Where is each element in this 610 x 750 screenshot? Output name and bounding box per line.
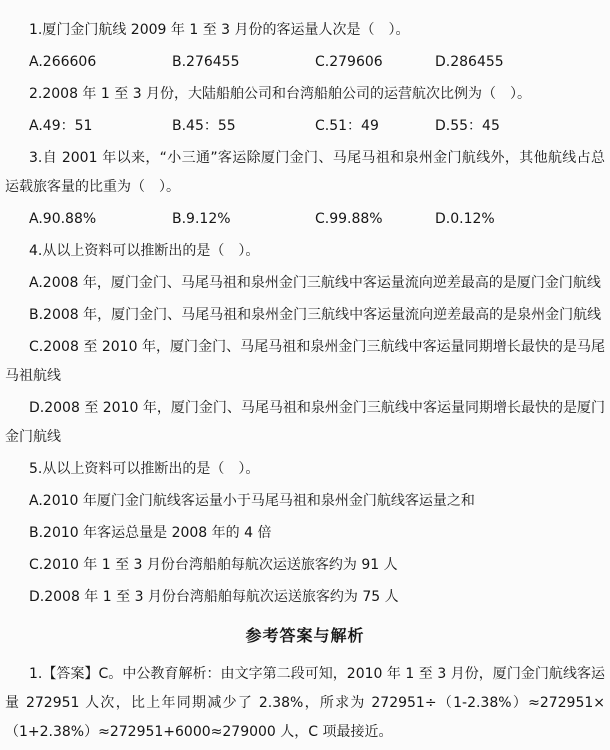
question-1-option-c: C.279606 xyxy=(315,54,383,70)
question-1-options xyxy=(5,48,605,77)
question-2-options xyxy=(5,112,605,141)
question-4-option-c: C.2008 至 2010 年，厦门金门、马尾马祖和泉州金门三航线中客运量同期增长最快的是马尾马祖航线 xyxy=(5,339,605,384)
question-1-option-a: A.266606 xyxy=(29,54,97,70)
question-2 xyxy=(5,80,605,141)
question-5-stem: 5.从以上资料可以推断出的是（ ）。 xyxy=(29,461,260,477)
question-5-option-c: C.2010 年 1 至 3 月份台湾船舶每航次运送旅客约为 91 人 xyxy=(29,557,398,573)
question-4 xyxy=(5,237,605,452)
question-3 xyxy=(5,144,605,234)
question-3-stem: 3.自 2001 年以来，“小三通”客运除厦门金门、马尾马祖和泉州金门航线外，其他航线占总运载旅客量的比重为（ ）。 xyxy=(5,150,605,195)
question-5 xyxy=(5,455,605,612)
question-4-option-d: D.2008 至 2010 年，厦门金门、马尾马祖和泉州金门三航线中客运量同期增长最快的是厦门金门航线 xyxy=(5,400,605,445)
question-5-option-a: A.2010 年厦门金门航线客运量小于马尾马祖和泉州金门航线客运量之和 xyxy=(29,493,475,509)
question-3-option-c: C.99.88% xyxy=(315,211,383,227)
question-3-option-d: D.0.12% xyxy=(435,211,495,227)
question-4-option-b: B.2008 年，厦门金门、马尾马祖和泉州金门三航线中客运量流向逆差最高的是泉州金门航线 xyxy=(29,307,602,323)
question-1 xyxy=(5,16,605,77)
question-2-option-a: A.49：51 xyxy=(29,118,93,134)
question-2-option-d: D.55：45 xyxy=(435,118,500,134)
question-3-options xyxy=(5,205,605,234)
question-1-stem: 1.厦门金门航线 2009 年 1 至 3 月份的客运量人次是（ ）。 xyxy=(29,22,410,38)
question-1-option-b: B.276455 xyxy=(172,54,240,70)
question-2-option-b: B.45：55 xyxy=(172,118,236,134)
question-2-option-c: C.51：49 xyxy=(315,118,379,134)
answers-heading: 参考答案与解析 xyxy=(245,626,365,645)
question-3-option-b: B.9.12% xyxy=(172,211,231,227)
question-3-option-a: A.90.88% xyxy=(29,211,97,227)
question-2-stem: 2.2008 年 1 至 3 月份，大陆船舶公司和台湾船舶公司的运营航次比例为（ ）。 xyxy=(29,86,532,102)
explanation-paragraph-1: 1.【答案】C。中公教育解析：由文字第二段可知，2010 年 1 至 3 月份，厦门金门航线客运量 272951 人次，比上年同期减少了 2.38%，所求为 272951÷（1-2.38%）≈272951×（1+2.38%）≈272951+6000≈279000 人，C 项最接近。 xyxy=(5,666,605,740)
question-4-option-a: A.2008 年，厦门金门、马尾马祖和泉州金门三航线中客运量流向逆差最高的是厦门金门航线 xyxy=(29,275,601,291)
answer-section xyxy=(5,621,605,747)
question-1-option-d: D.286455 xyxy=(435,54,504,70)
question-5-option-b: B.2010 年客运总量是 2008 年的 4 倍 xyxy=(29,525,272,541)
question-5-option-d: D.2008 年 1 至 3 月份台湾船舶每航次运送旅客约为 75 人 xyxy=(29,589,399,605)
question-4-stem: 4.从以上资料可以推断出的是（ ）。 xyxy=(29,243,260,259)
